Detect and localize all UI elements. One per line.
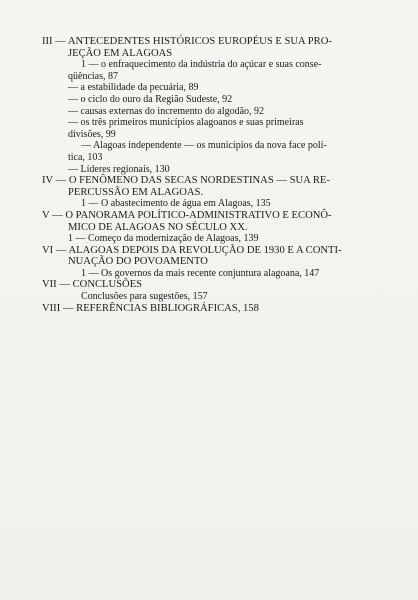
chapter-5-title-continuation: MICO DE ALAGOAS NO SÉCULO XX. [68,221,248,233]
chapter-3-item-4: — causas externas do incremento do algodão, 92 [68,105,265,117]
chapter-4-item-1: 1 — O abastecimento de água em Alagoas, 135 [81,198,271,210]
chapter-7-title: VII — CONCLUSÕES [42,279,143,291]
chapter-3-item-1-continuation: qüências, 87 [68,70,118,82]
chapter-3-item-6: — Alagoas independente — os municípios da nova face polí- [81,140,327,152]
chapter-8-title: VIII — REFERÊNCIAS BIBLIOGRÁFICAS, 158 [42,302,259,314]
chapter-3-item-1: 1 — o enfraquecimento da indústria do açúcar e suas conse- [81,59,322,71]
table-of-contents [42,36,382,314]
chapter-3-item-7: — Líderes regionais, 130 [68,163,170,175]
chapter-6-title-continuation: NUAÇÃO DO POVOAMENTO [68,256,208,268]
chapter-6-item-1: 1 — Os governos da mais recente conjuntura alagoana, 147 [81,267,320,279]
chapter-3-title-continuation: JEÇÃO EM ALAGOAS [68,47,173,59]
chapter-7-item-1: Conclusões para sugestões, 157 [81,291,208,303]
chapter-4-title: IV — O FENÔMENO DAS SECAS NORDESTINAS — SUA RE- [42,175,330,187]
chapter-3-item-6-continuation: tica, 103 [68,151,103,163]
chapter-3-item-5-continuation: divisões, 99 [68,128,116,140]
chapter-4-title-continuation: PERCUSSÃO EM ALAGOAS. [68,186,204,198]
chapter-5-title: V — O PANORAMA POLÍTICO-ADMINISTRATIVO E ECONÔ- [42,209,332,221]
chapter-3-title: III — ANTECEDENTES HISTÓRICOS EUROPÉUS E SUA PRO- [42,36,332,47]
chapter-3-item-5: — os três primeiros municípios alagoanos e suas primeiras [68,117,304,129]
chapter-3-item-3: — o ciclo do ouro da Região Sudeste, 92 [68,93,233,105]
chapter-3-item-2: — a estabilidade da pecuária, 89 [68,82,199,94]
chapter-6-title: VI — ALAGOAS DEPOIS DA REVOLUÇÃO DE 1930 E A CONTI- [42,244,342,256]
chapter-5-item-1: 1 — Começo da modernização de Alagoas, 139 [68,233,259,245]
